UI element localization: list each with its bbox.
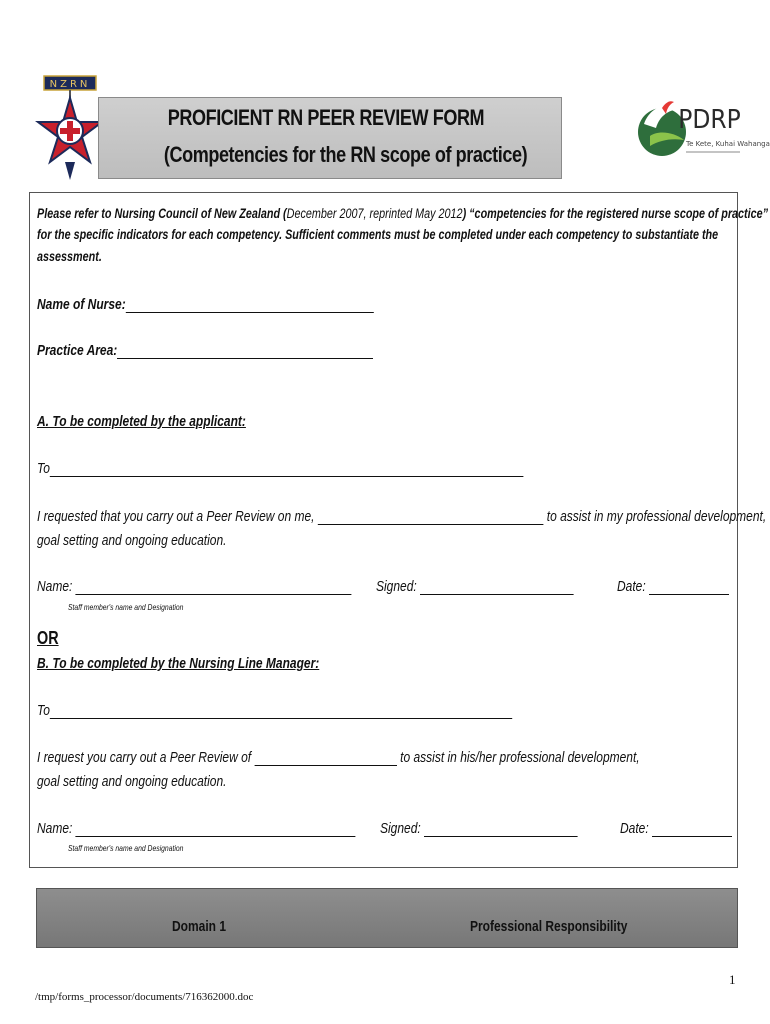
section-a-heading: A. To be completed by the applicant: — [37, 413, 246, 430]
pdrp-logo-text: PDRP — [678, 103, 741, 135]
nurse-name-field[interactable] — [126, 297, 374, 313]
section-a-name-field[interactable] — [76, 579, 352, 595]
section-a-signed-row — [376, 578, 574, 595]
page-number: 1 — [729, 972, 736, 987]
section-b-name-field[interactable] — [76, 821, 356, 837]
section-b-staff-field[interactable] — [254, 750, 396, 766]
section-b-request-line-1 — [37, 749, 640, 766]
section-a-signed-field[interactable] — [420, 579, 574, 595]
section-b-heading: B. To be completed by the Nursing Line Manager: — [37, 655, 320, 672]
section-b-signed-row — [380, 820, 578, 837]
section-a-request-line-1 — [37, 508, 766, 525]
section-a-name-label: Name: — [37, 578, 76, 595]
nzrn-logo — [36, 76, 104, 184]
section-b-request-line-2: goal setting and ongoing education. — [37, 773, 227, 790]
section-a-to-row — [37, 460, 524, 477]
section-b-name-row — [37, 820, 356, 837]
page-title: PROFICIENT RN PEER REVIEW FORM — [167, 105, 485, 130]
practice-area-label: Practice Area: — [37, 342, 118, 359]
domain-label: Domain 1 — [172, 918, 227, 935]
section-b-request-text-a: I request you carry out a Peer Review of — [37, 749, 255, 766]
section-a-name-note: Staff member's name and Designation — [68, 602, 184, 612]
section-a-request-text-a: I requested that you carry out a Peer Review on me, — [37, 508, 318, 525]
section-b-to-field[interactable] — [50, 703, 512, 719]
section-b-signed-label: Signed: — [380, 820, 425, 837]
section-a-to-label: To — [37, 460, 50, 477]
section-a-request-line-2: goal setting and ongoing education. — [37, 532, 227, 549]
page-subtitle: (Competencies for the RN scope of practice) — [163, 142, 528, 167]
section-b-to-row — [37, 702, 512, 719]
intro-line-1-c: ) “competencies for the registered nurse scope of practice” — [462, 206, 769, 221]
section-b-date-field[interactable] — [652, 821, 732, 837]
intro-line-1 — [37, 206, 768, 221]
intro-line-3: assessment. — [37, 249, 102, 264]
section-a-reviewer-field[interactable] — [318, 509, 544, 525]
intro-line-1-b: December 2007, reprinted May 2012 — [286, 206, 463, 221]
pdrp-tagline: Te Kete, Kuhai Wahanga — [686, 140, 770, 148]
nzrn-logo-text: NZRN — [49, 79, 91, 90]
section-a-date-label: Date: — [617, 578, 650, 595]
or-divider-label: OR — [37, 628, 59, 648]
section-b-name-label: Name: — [37, 820, 76, 837]
nurse-name-label: Name of Nurse: — [37, 296, 126, 313]
domain-title: Professional Responsibility — [470, 918, 628, 935]
section-a-date-field[interactable] — [649, 579, 729, 595]
domain-header-bar — [36, 888, 738, 948]
section-b-signed-field[interactable] — [424, 821, 578, 837]
pdrp-logo — [636, 90, 770, 176]
nurse-name-row — [37, 296, 374, 313]
section-a-date-row — [617, 578, 729, 595]
intro-line-2: for the specific indicators for each competency. Sufficient comments must be completed under each competency to substantiate the — [37, 227, 719, 242]
section-b-date-row — [620, 820, 732, 837]
section-b-name-note: Staff member's name and Designation — [68, 843, 184, 853]
section-a-name-row — [37, 578, 352, 595]
intro-line-1-a: Please refer to Nursing Council of New Zealand ( — [37, 206, 287, 221]
section-b-to-label: To — [37, 702, 50, 719]
section-b-request-text-b: to assist in his/her professional development, — [396, 749, 640, 766]
section-a-request-text-b: to assist in my professional development, — [543, 508, 767, 525]
footer-file-path: /tmp/forms_processor/documents/716362000.doc — [35, 991, 254, 1003]
section-a-to-field[interactable] — [50, 461, 524, 477]
practice-area-field[interactable] — [117, 343, 373, 359]
section-b-date-label: Date: — [620, 820, 653, 837]
form-content-border — [29, 192, 738, 868]
section-a-signed-label: Signed: — [376, 578, 421, 595]
practice-area-row — [37, 342, 373, 359]
